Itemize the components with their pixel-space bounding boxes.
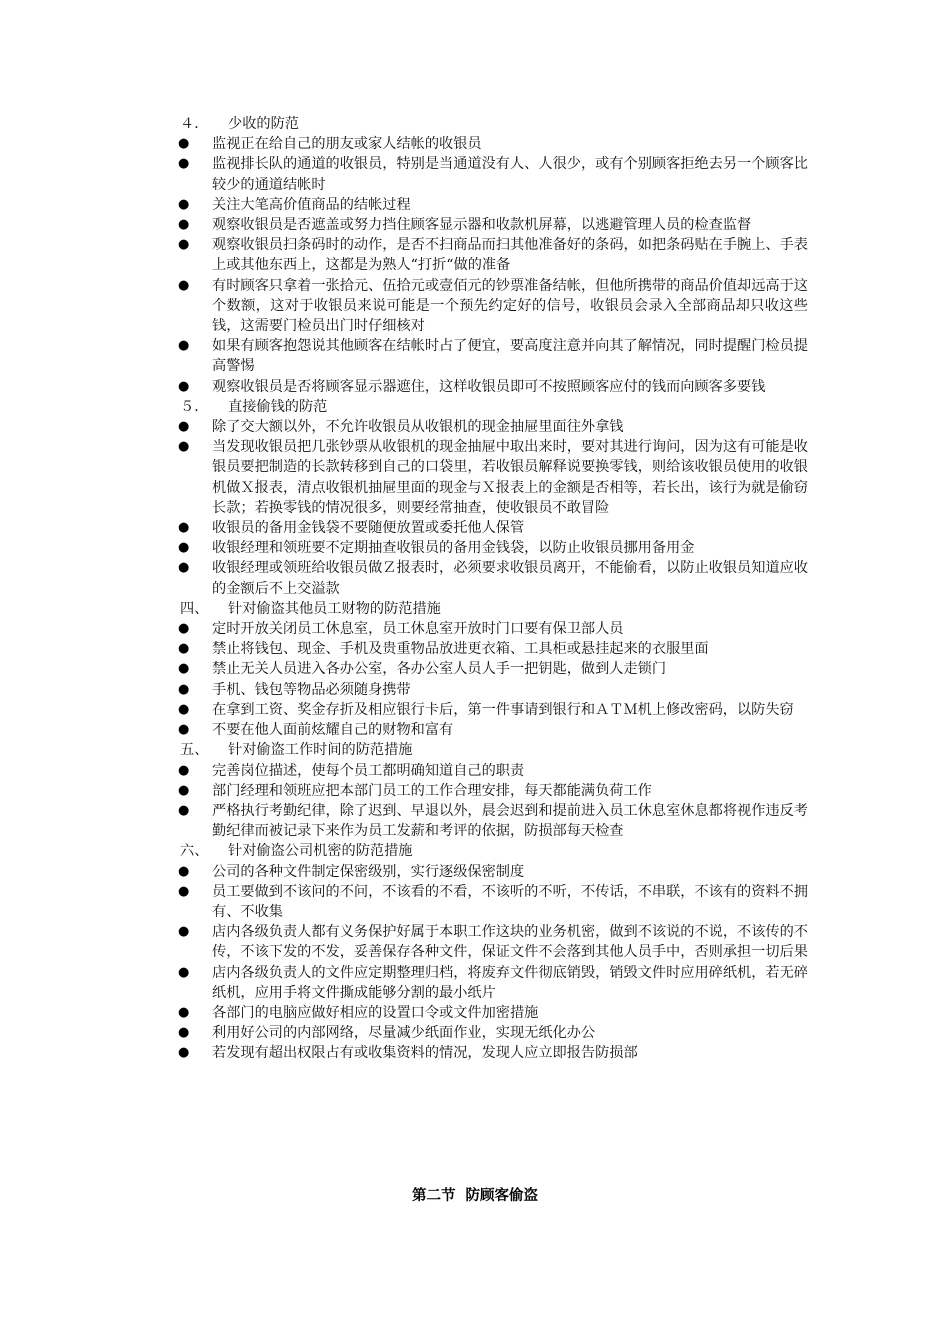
list-item: ● 收银经理或领班给收银员做Ｚ报表时，必须要求收银员离开，不能偷看，以防止收银员知道应收的金额后不上交溢款 <box>178 558 808 598</box>
list-item: ● 禁止无关人员进入各办公室，各办公室人员人手一把钥匙，做到人走锁门 <box>178 659 808 679</box>
section-heading <box>178 397 808 417</box>
list-item: ● 店内各级负责人的文件应定期整理归档，将废弃文件彻底销毁，销毁文件时应用碎纸机，若无碎纸机，应用手将文件撕成能够分割的最小纸片 <box>178 963 808 1003</box>
bullet-list <box>178 761 808 842</box>
list-item: ● 利用好公司的内部网络，尽量减少纸面作业，实现无纸化办公 <box>178 1023 808 1043</box>
bullet-list <box>178 862 808 1064</box>
section-number: ４． <box>180 116 209 132</box>
section-block <box>178 114 808 397</box>
list-item: ● 禁止将钱包、现金、手机及贵重物品放进更衣箱、工具柜或悬挂起来的衣服里面 <box>178 639 808 659</box>
section-title: 直接偷钱的防范 <box>228 398 328 415</box>
list-item: ● 监视正在给自己的朋友或家人结帐的收银员 <box>178 134 808 154</box>
section-title: 针对偷盗公司机密的防范措施 <box>228 843 413 860</box>
section-title: 针对偷盗其他员工财物的防范措施 <box>228 600 441 617</box>
list-item: ● 除了交大额以外，不允许收银员从收银机的现金抽屉里面往外拿钱 <box>178 417 808 437</box>
section-heading <box>178 114 808 134</box>
list-item: ● 若发现有超出权限占有或收集资料的情况，发现人应立即报告防损部 <box>178 1043 808 1063</box>
list-item: ● 定时开放关闭员工休息室，员工休息室开放时门口要有保卫部人员 <box>178 619 808 639</box>
list-item: ● 部门经理和领班应把本部门员工的工作合理安排，每天都能满负荷工作 <box>178 781 808 801</box>
list-item: ● 员工要做到不该问的不问，不该看的不看，不该听的不听，不传话，不串联，不该有的资料不拥有、不收集 <box>178 882 808 922</box>
list-item: ● 手机、钱包等物品必须随身携带 <box>178 680 808 700</box>
list-item: ● 各部门的电脑应做好相应的设置口令或文件加密措施 <box>178 1003 808 1023</box>
list-item: ● 完善岗位描述，使每个员工都明确知道自己的职责 <box>178 761 808 781</box>
section-block <box>178 599 808 740</box>
bullet-list <box>178 417 808 599</box>
list-item: ● 收银经理和领班要不定期抽查收银员的备用金钱袋，以防止收银员挪用备用金 <box>178 538 808 558</box>
list-item: ● 关注大笔高价值商品的结帐过程 <box>178 195 808 215</box>
section-number: ５． <box>180 398 209 415</box>
section-title: 针对偷盗工作时间的防范措施 <box>228 742 413 759</box>
bullet-list <box>178 134 808 397</box>
section-number: 六、 <box>180 843 209 860</box>
chapter-section-heading <box>0 1184 950 1205</box>
document-body <box>178 114 808 1064</box>
list-item: ● 当发现收银员把几张钞票从收银机的现金抽屉中取出来时，要对其进行询问，因为这有可能是收银员要把制造的长款转移到自己的口袋里，若收银员解释说要换零钱，则给该收银员使用的收银机做Ｘ报表，清点收银机抽屉里面的现金与Ｘ报表上的金额是否相等，若长出，该行为就是偷窃长款；若换零钱的情况很多，则要经常抽查，使收银员不敢冒险 <box>178 437 808 518</box>
list-item: ● 观察收银员是否将顾客显示器遮住，这样收银员即可不按照顾客应付的钱而向顾客多要钱 <box>178 377 808 397</box>
section-heading-title: 防顾客偷盗 <box>465 1188 538 1204</box>
section-label: 第二节 <box>412 1188 456 1204</box>
section-number: 五、 <box>180 742 209 759</box>
list-item: ● 收银员的备用金钱袋不要随便放置或委托他人保管 <box>178 518 808 538</box>
bullet-list <box>178 619 808 740</box>
list-item: ● 有时顾客只拿着一张拾元、伍拾元或壹佰元的钞票准备结帐，但他所携带的商品价值却远高于这个数额，这对于收银员来说可能是一个预先约定好的信号，收银员会录入全部商品却只收这些钱，这需要门检员出门时仔细核对 <box>178 276 808 337</box>
section-block <box>178 841 808 1063</box>
list-item: ● 不要在他人面前炫耀自己的财物和富有 <box>178 720 808 740</box>
list-item: ● 在拿到工资、奖金存折及相应银行卡后，第一件事请到银行和ＡＴＭ机上修改密码，以防失窃 <box>178 700 808 720</box>
list-item: ● 监视排长队的通道的收银员，特别是当通道没有人、人很少，或有个别顾客拒绝去另一个顾客比较少的通道结帐时 <box>178 154 808 194</box>
list-item: ● 严格执行考勤纪律，除了迟到、早退以外，晨会迟到和提前进入员工休息室休息都将视作违反考勤纪律而被记录下来作为员工发薪和考评的依据，防损部每天检查 <box>178 801 808 841</box>
section-heading <box>178 740 808 760</box>
section-heading <box>178 599 808 619</box>
list-item: ● 观察收银员是否遮盖或努力挡住顾客显示器和收款机屏幕，以逃避管理人员的检查监督 <box>178 215 808 235</box>
list-item: ● 如果有顾客抱怨说其他顾客在结帐时占了便宜，要高度注意并向其了解情况，同时提醒门检员提高警惕 <box>178 336 808 376</box>
section-heading <box>178 841 808 861</box>
list-item: ● 观察收银员扫条码时的动作，是否不扫商品而扫其他准备好的条码，如把条码贴在手腕上、手表上或其他东西上，这都是为熟人“打折“做的准备 <box>178 235 808 275</box>
list-item: ● 店内各级负责人都有义务保护好属于本职工作这块的业务机密，做到不该说的不说，不该传的不传，不该下发的不发，妥善保存各种文件，保证文件不会落到其他人员手中，否则承担一切后果 <box>178 922 808 962</box>
section-block <box>178 740 808 841</box>
section-title: 少收的防范 <box>228 116 299 132</box>
list-item: ● 公司的各种文件制定保密级别，实行逐级保密制度 <box>178 862 808 882</box>
section-number: 四、 <box>180 600 209 617</box>
section-block <box>178 397 808 599</box>
